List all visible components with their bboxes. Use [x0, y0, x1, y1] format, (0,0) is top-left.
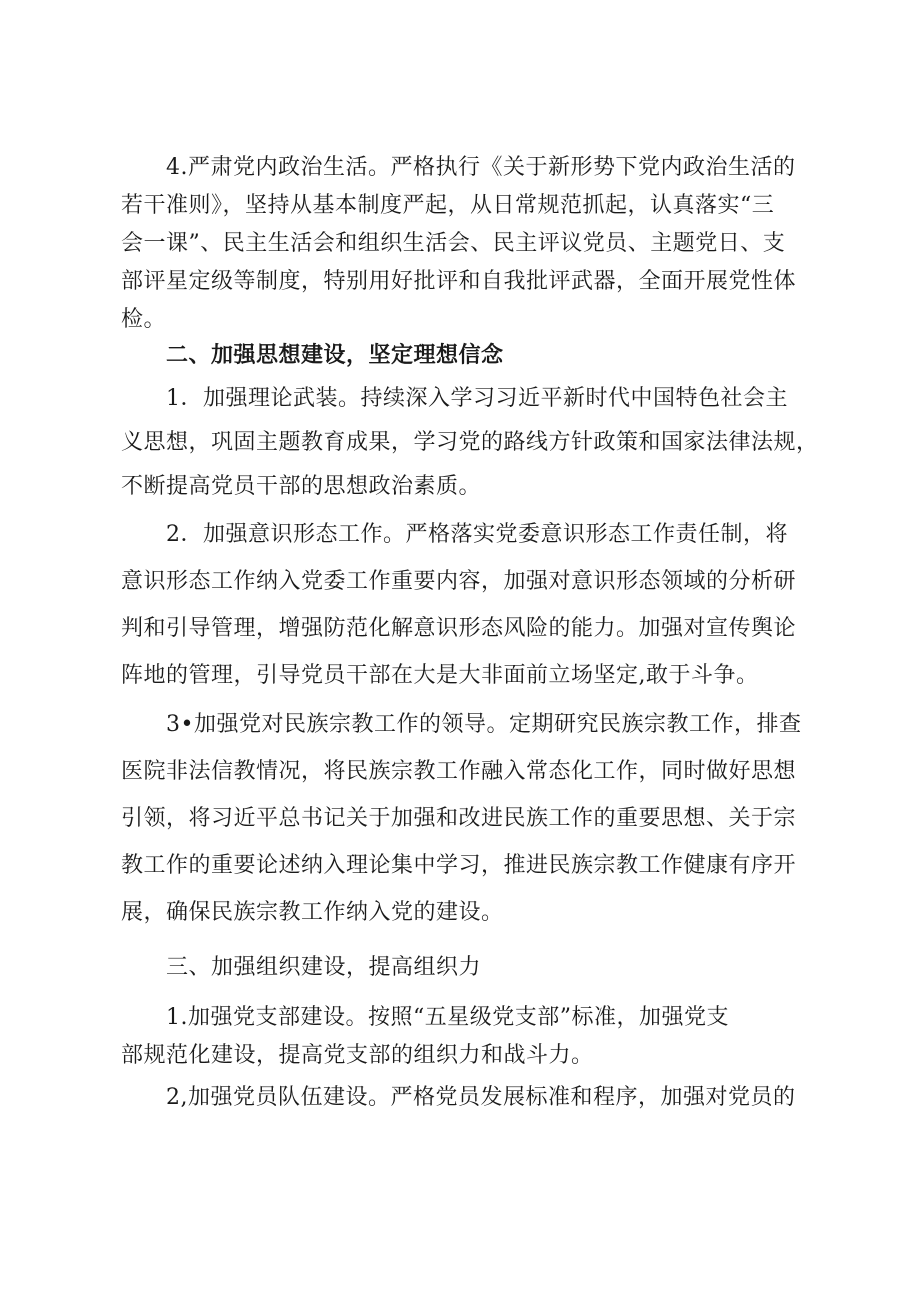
text-line: 2．加强意识形态工作。严格落实党委意识形态工作责任制，将 — [166, 522, 788, 547]
text-line: 展，确保民族宗教工作纳入党的建设。 — [121, 900, 504, 925]
text-line: 阵地的管理，引导党员干部在大是大非面前立场坚定,敢于斗争。 — [121, 663, 759, 688]
text-line: 2,加强党员队伍建设。严格党员发展标准和程序，加强对党员的 — [166, 1085, 796, 1110]
text-line: 检。 — [121, 307, 167, 332]
text-line: 3•加强党对民族宗教工作的领导。定期研究民族宗教工作，排查 — [166, 712, 802, 737]
text-line: 判和引导管理，增强防范化解意识形态风险的能力。加强对宣传舆论 — [121, 616, 797, 641]
text-line: 引领，将习近平总书记关于加强和改进民族工作的重要思想、关于宗 — [121, 806, 797, 831]
text-line: 教工作的重要论述纳入理论集中学习，推进民族宗教工作健康有序开 — [121, 853, 797, 878]
text-line: 若干准则》，坚持从基本制度严起，从日常规范抓起，认真落实“三 — [121, 193, 775, 218]
text-line: 医院非法信教情况，将民族宗教工作融入常态化工作，同时做好思想 — [121, 759, 797, 784]
text-line: 意识形态工作纳入党委工作重要内容，加强对意识形态领域的分析研 — [121, 569, 797, 594]
text-line: 部规范化建设，提高党支部的组织力和战斗力。 — [121, 1043, 594, 1068]
text-line: 4.严肃党内政治生活。严格执行《关于新形势下党内政治生活的 — [166, 155, 796, 180]
text-line: 部评星定级等制度，特别用好批评和自我批评武器，全面开展党性体 — [121, 269, 797, 294]
section-heading-ideology: 二、加强思想建设，坚定理想信念 — [166, 343, 504, 368]
text-line: 会一课”、民主生活会和组织生活会、民主评议党员、主题党日、支 — [121, 231, 786, 256]
section-heading-organization: 三、加强组织建设，提高组织力 — [166, 955, 482, 980]
text-line: 不断提高党员干部的思想政治素质。 — [121, 474, 482, 499]
text-line: 义思想，巩固主题教育成果，学习党的路线方针政策和国家法律法规， — [121, 430, 819, 455]
text-line: 1．加强理论武装。持续深入学习习近平新时代中国特色社会主 — [166, 386, 788, 411]
text-line: 1.加强党支部建设。按照“五星级党支部”标准，加强党支 — [166, 1005, 729, 1030]
